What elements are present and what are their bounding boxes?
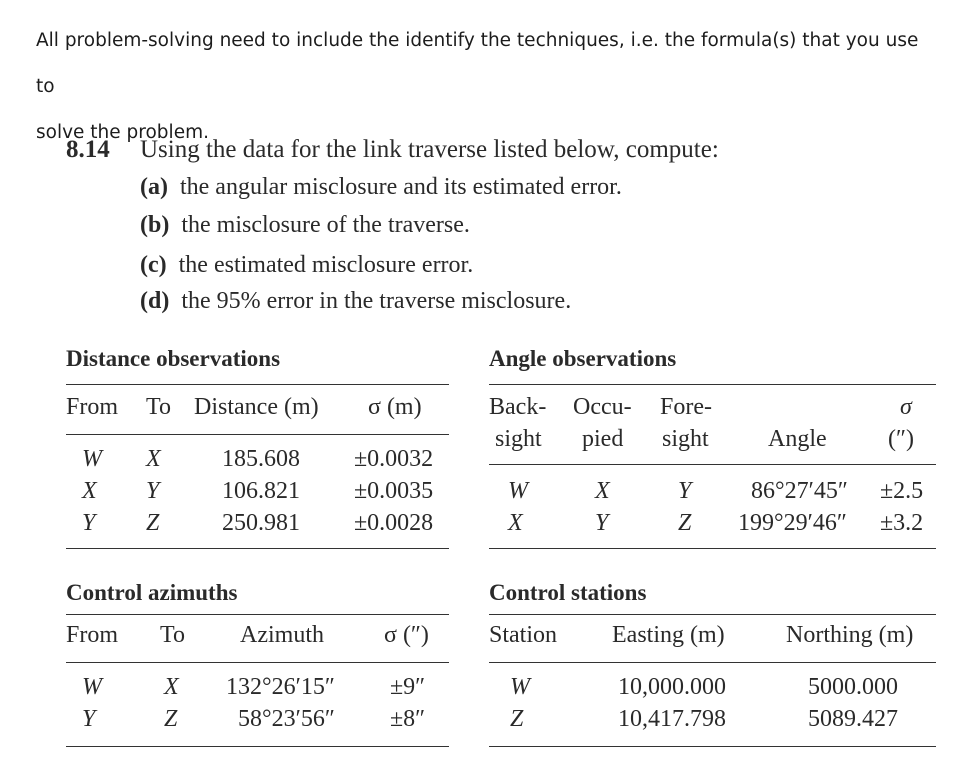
column-header: Angle [768,426,827,452]
column-header: From [66,622,119,648]
part-text: the misclosure of the traverse. [181,212,470,238]
control-azimuths-title: Control azimuths [66,580,238,605]
azimuth-cell: 132°26′15″ [226,674,335,700]
table-rule-bottom [489,548,936,549]
table-rule-bottom [489,746,936,747]
from-cell: W [82,674,102,700]
distance-cell: 185.608 [222,446,300,472]
from-cell: W [82,446,102,472]
problem-part-a [140,174,622,201]
column-header: sight [662,426,709,452]
column-header: Northing (m) [786,622,914,648]
easting-cell: 10,000.000 [618,674,726,700]
table-rule-top [66,614,449,615]
column-header: Back- [489,394,547,420]
northing-cell: 5089.427 [808,706,898,732]
part-label: (b) [140,212,170,238]
part-text: the angular misclosure and its estimated error. [179,174,622,200]
backsight-cell: X [508,510,523,536]
to-cell: Y [146,478,160,504]
distance-observations-title: Distance observations [66,346,281,371]
from-cell: Y [82,706,96,732]
station-cell: Z [510,706,524,732]
column-header: To [160,622,185,648]
part-text: the 95% error in the traverse misclosure. [181,288,572,314]
azimuth-cell: 58°23′56″ [238,706,335,732]
to-cell: Z [146,510,160,536]
sigma-cell: ±3.2 [880,510,924,536]
occupied-cell: Y [595,510,609,536]
foresight-cell: Y [678,478,692,504]
problem-part-b [140,212,470,239]
from-cell: Y [82,510,96,536]
column-header: sight [495,426,542,452]
from-cell: X [82,478,97,504]
table-rule-bottom [66,548,449,549]
to-cell: X [164,674,179,700]
instructions-line-1: All problem-solving need to include the identify the techniques, i.e. the formula(s) that you use to [36,30,919,97]
sigma-cell: ±8″ [390,706,426,732]
to-cell: X [146,446,161,472]
northing-cell: 5000.000 [808,674,898,700]
table-rule-top [489,614,936,615]
table-rule-header [489,662,936,663]
table-rule-top [66,384,449,385]
column-header: σ (″) [384,622,429,648]
sigma-cell: ±2.5 [880,478,924,504]
part-label: (d) [140,288,170,314]
distance-cell: 106.821 [222,478,300,504]
foresight-cell: Z [678,510,692,536]
column-header: Azimuth [240,622,324,648]
sigma-cell: ±0.0035 [354,478,434,504]
table-rule-bottom [66,746,449,747]
sigma-cell: ±0.0028 [354,510,434,536]
table-rule-top [489,384,936,385]
column-header: Fore- [660,394,712,420]
column-header: Easting (m) [612,622,725,648]
table-rule-header [66,662,449,663]
easting-cell: 10,417.798 [618,706,726,732]
backsight-cell: W [508,478,528,504]
column-header: From [66,394,119,420]
angle-observations-title: Angle observations [489,346,677,371]
angle-cell: 86°27′45″ [751,478,848,504]
to-cell: Z [164,706,178,732]
part-text: the estimated misclosure error. [178,252,474,278]
column-header: Distance (m) [194,394,319,420]
column-header: (″) [888,426,914,452]
part-label: (c) [140,252,167,278]
angle-cell: 199°29′46″ [738,510,847,536]
sigma-cell: ±9″ [390,674,426,700]
problem-part-c [140,252,473,279]
column-header: To [146,394,171,420]
column-header: Station [489,622,558,648]
table-rule-header [66,434,449,435]
station-cell: W [510,674,530,700]
column-header: σ (m) [368,394,422,420]
instructions-line-2: solve the problem. [36,122,209,143]
column-header: Occu- [573,394,632,420]
column-header: σ [900,394,912,420]
distance-cell: 250.981 [222,510,300,536]
problem-part-d [140,288,571,315]
sigma-cell: ±0.0032 [354,446,434,472]
part-label: (a) [140,174,168,200]
problem-statement: Using the data for the link traverse listed below, compute: [140,136,719,163]
control-stations-title: Control stations [489,580,647,605]
occupied-cell: X [595,478,610,504]
column-header: pied [582,426,624,452]
table-rule-header [489,464,936,465]
problem-number: 8.14 [66,136,110,163]
